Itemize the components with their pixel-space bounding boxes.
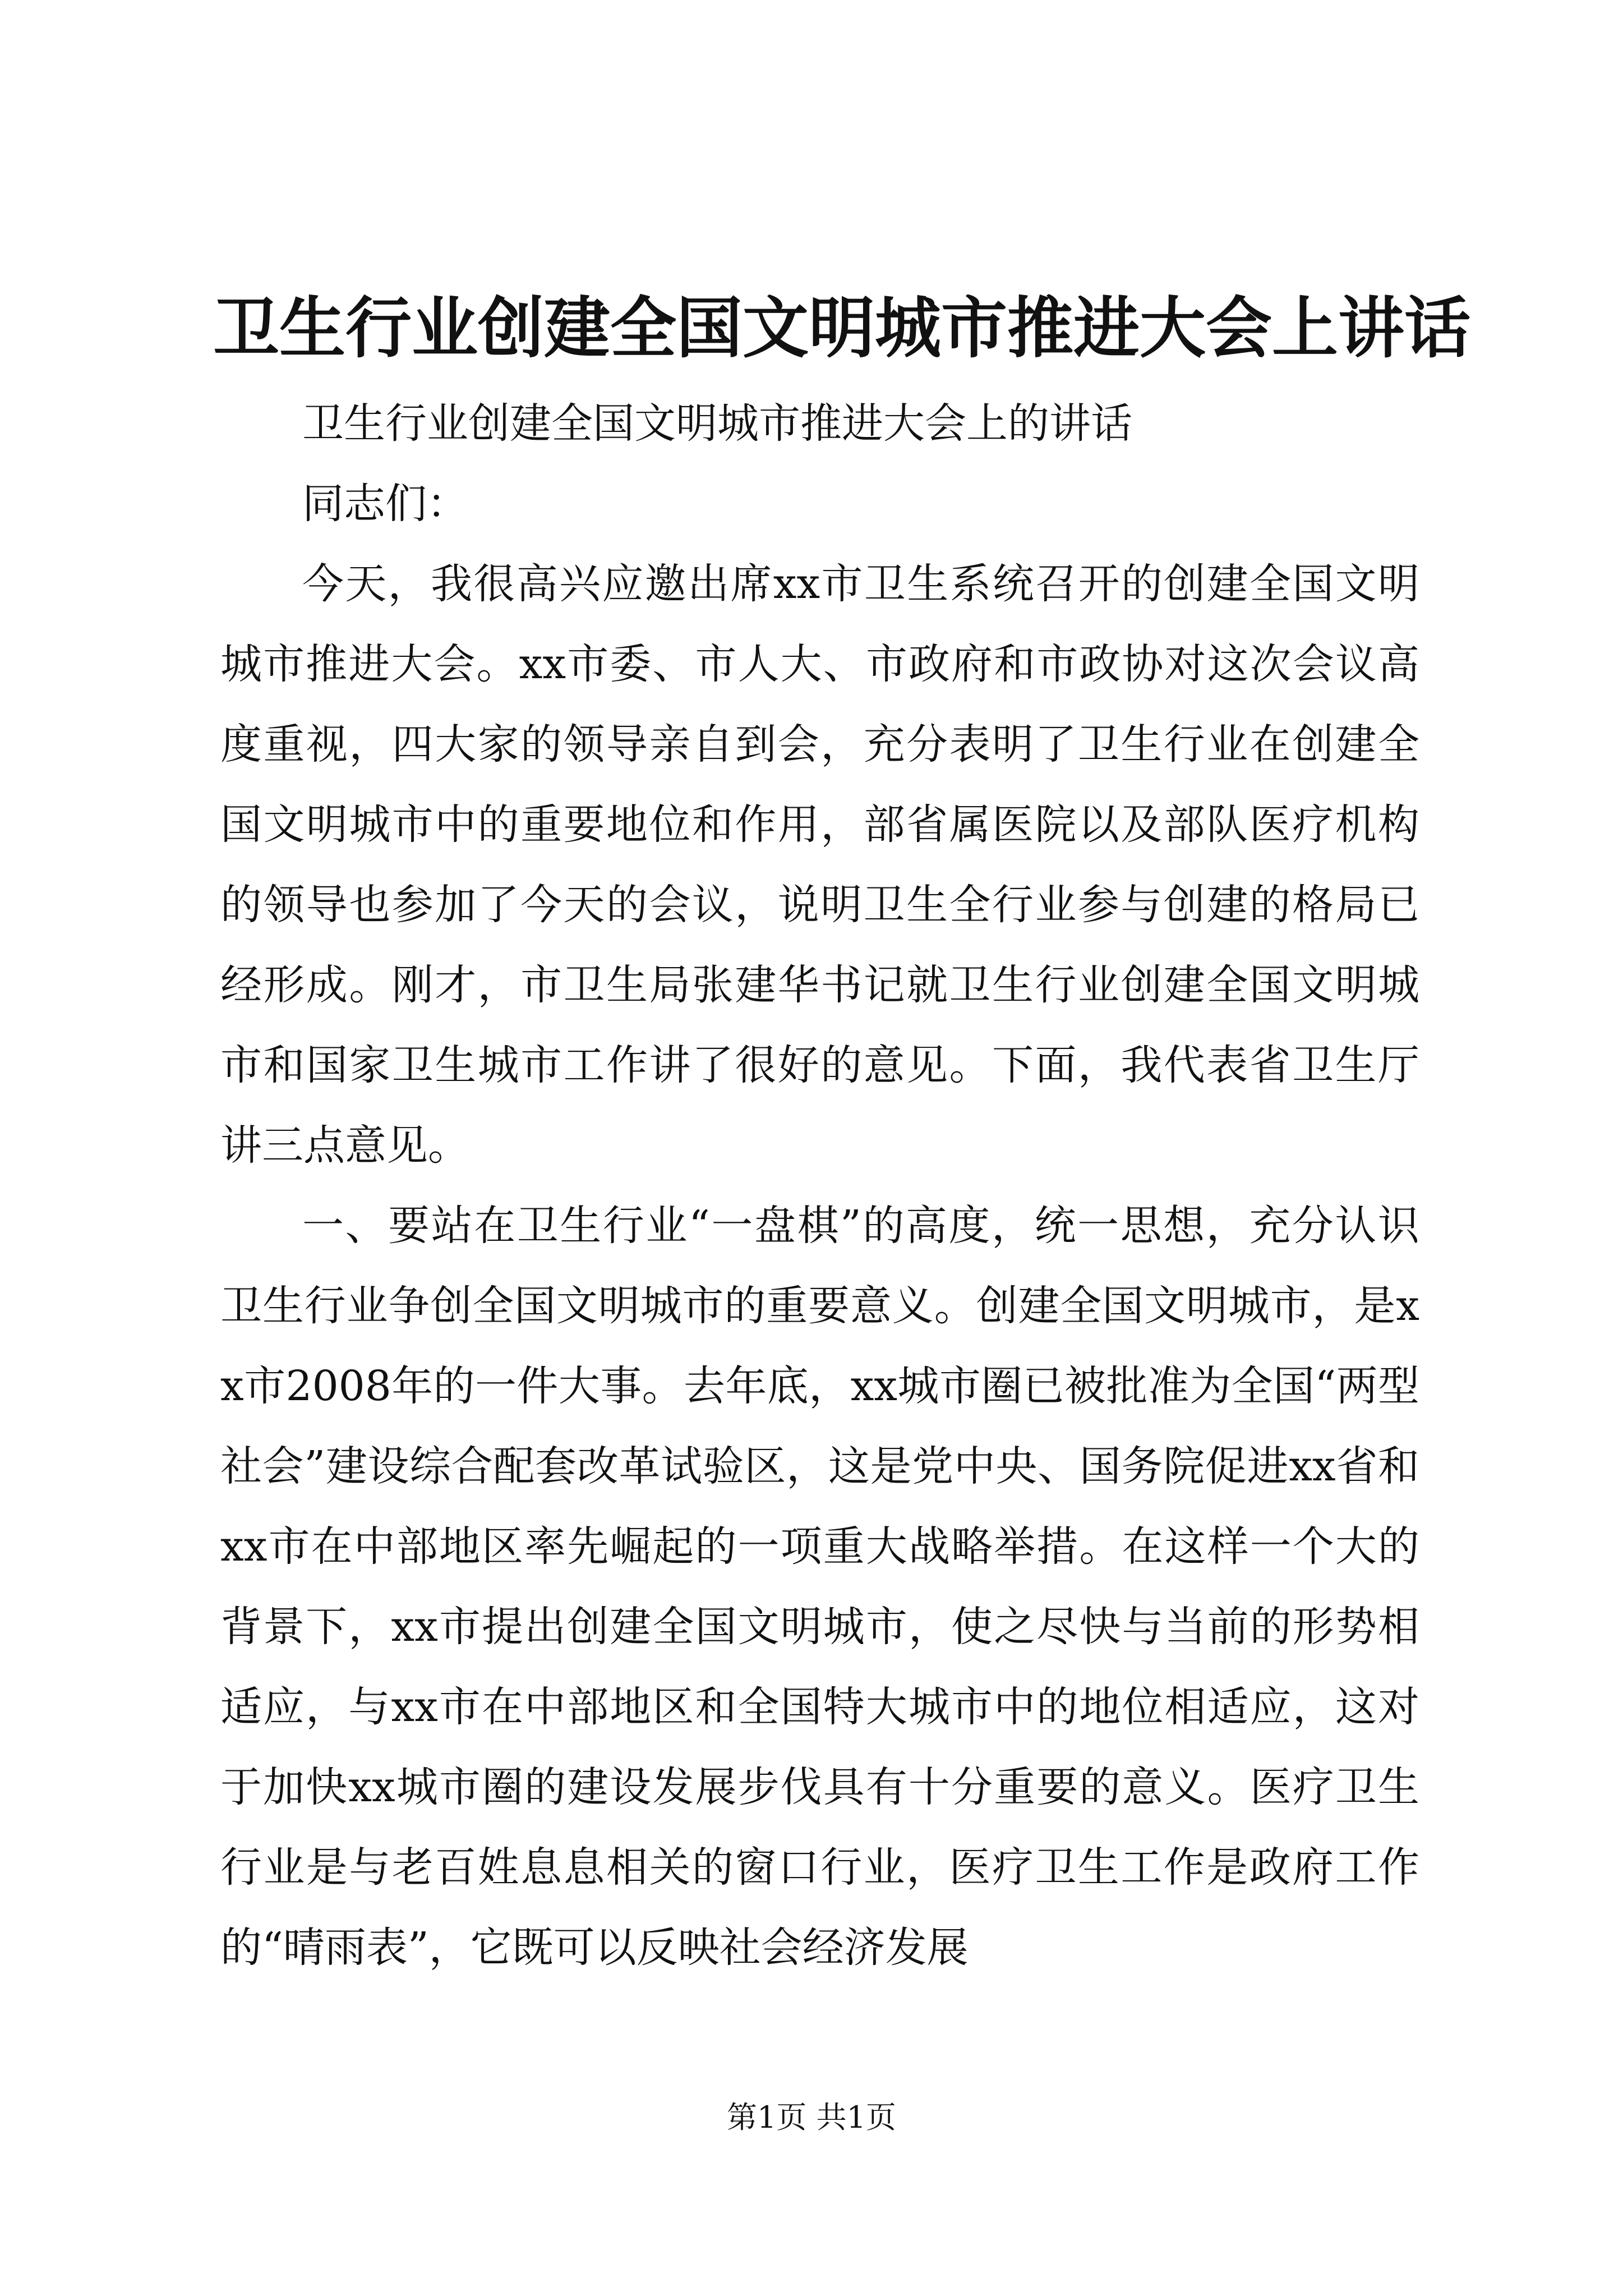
paragraph-opening: 今天，我很高兴应邀出席xx市卫生系统召开的创建全国文明城市推进大会。xx市委、市人大、市政府和市政协对这次会议高度重视，四大家的领导亲自到会，充分表明了卫生行业在创建全国文明城市中的重要地位和作用，部省属医院以及部队医疗机构的领导也参加了今天的会议，说明卫生全行业参与创建的格局已经形成。刚才，市卫生局张建华书记就卫生行业创建全国文明城市和国家卫生城市工作讲了很好的意见。下面，我代表省卫生厅讲三点意见。: [220, 560, 1419, 1170]
salutation: 同志们：: [302, 480, 468, 528]
paragraph-point-one: 一、要站在卫生行业“一盘棋”的高度，统一思想，充分认识卫生行业争创全国文明城市的重要意义。创建全国文明城市，是xx市2008年的一件大事。去年底，xx城市圈已被批准为全国“两型社会”建设综合配套改革试验区，这是党中央、国务院促进xx省和xx市在中部地区率先崛起的一项重大战略举措。在这样一个大的背景下，xx市提出创建全国文明城市，使之尽快与当前的形势相适应，与xx市在中部地区和全国特大城市中的地位相适应，这对于加快xx城市圈的建设发展步伐具有十分重要的意义。医疗卫生行业是与老百姓息息相关的窗口行业，医疗卫生工作是政府工作的“晴雨表”，它既可以反映社会经济发展: [220, 1202, 1419, 1972]
page-footer: 第1页 共1页: [727, 2100, 896, 2135]
subtitle-line: 卫生行业创建全国文明城市推进大会上的讲话: [302, 399, 1132, 448]
document-title: 卫生行业创建全国文明城市推进大会上讲话: [213, 289, 1471, 367]
document-body: [220, 384, 1419, 1988]
